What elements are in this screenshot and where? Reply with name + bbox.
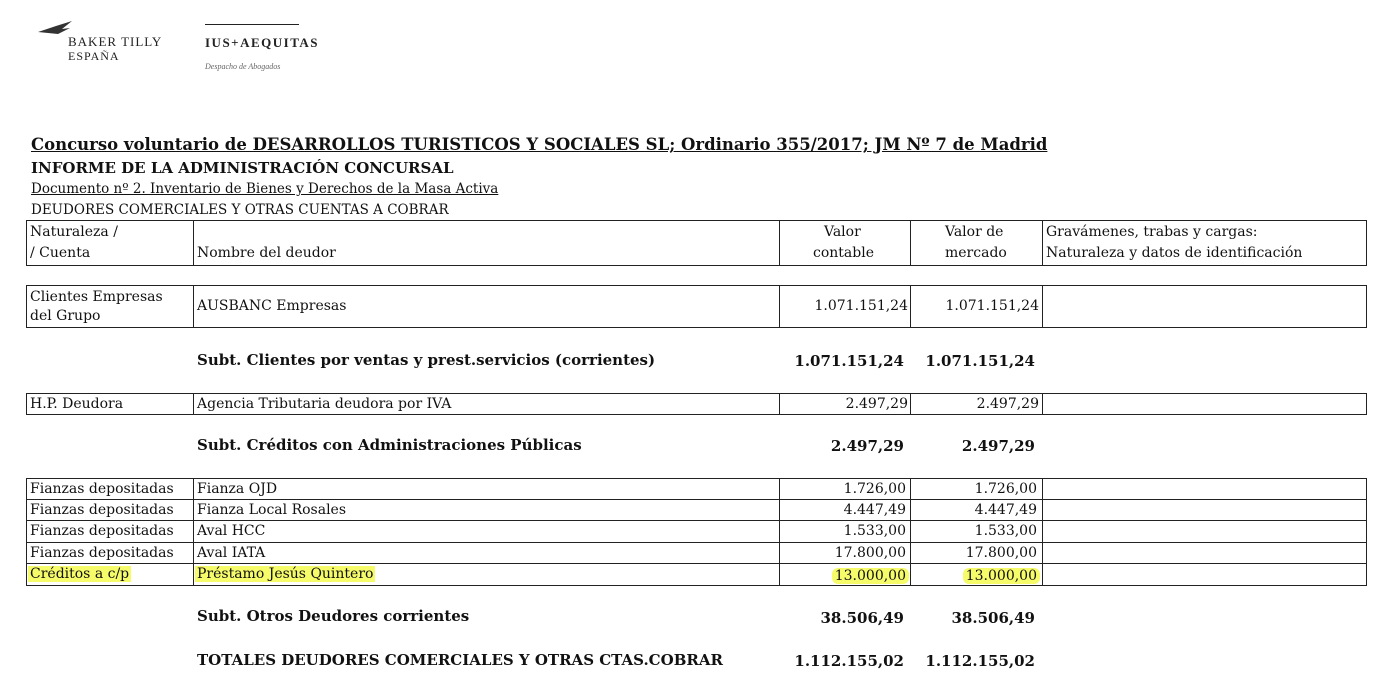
row-nombre: Agencia Tributaria deudora por IVA	[197, 396, 452, 412]
document-title: Concurso voluntario de DESARROLLOS TURISTICOS Y SOCIALES SL; Ordinario 355/2017; JM Nº 7 de Madrid	[31, 135, 1048, 154]
header-nombre-deudor: Nombre del deudor	[197, 245, 336, 261]
report-subtitle: INFORME DE LA ADMINISTRACIÓN CONCURSAL	[31, 159, 454, 177]
total-label: TOTALES DEUDORES COMERCIALES Y OTRAS CTAS.COBRAR	[197, 651, 723, 669]
ius-aequitas-logo	[205, 24, 385, 80]
row-valor-mercado: 17.800,00	[965, 545, 1037, 561]
row-valor-contable: 1.533,00	[843, 523, 906, 539]
row-valor-contable-highlighted: 13.000,00	[832, 568, 909, 584]
row-valor-mercado: 2.497,29	[976, 396, 1039, 412]
row-nombre-highlighted: Préstamo Jesús Quintero	[197, 566, 374, 582]
ius-aequitas-name: IUS+AEQUITAS	[205, 35, 320, 50]
logo-rule	[205, 24, 299, 25]
row-cuenta: Fianzas depositadas	[30, 545, 174, 561]
ius-aequitas-subtitle: Despacho de Abogados	[205, 62, 281, 71]
row-valor-contable: 2.497,29	[845, 396, 908, 412]
row-cuenta: H.P. Deudora	[30, 396, 124, 412]
subtotal-label: Subt. Otros Deudores corrientes	[197, 607, 470, 625]
row-valor-mercado-highlighted: 13.000,00	[963, 568, 1040, 584]
subtotal-valor-contable: 38.506,49	[820, 609, 904, 627]
row-valor-contable: 17.800,00	[834, 545, 906, 561]
row-valor-contable: 1.071.151,24	[814, 298, 908, 314]
header-cuenta: / Cuenta	[30, 245, 91, 261]
subtotal-valor-mercado: 38.506,49	[951, 609, 1035, 627]
subtotal-valor-contable: 2.497,29	[830, 437, 904, 455]
row-cuenta: Fianzas depositadas	[30, 481, 174, 497]
header-valor-mercado-1: Valor de	[945, 224, 1004, 240]
document-reference: Documento nº 2. Inventario de Bienes y Derechos de la Masa Activa	[31, 181, 499, 197]
row-nombre: Aval HCC	[197, 523, 266, 539]
baker-tilly-logo	[36, 18, 196, 78]
header-gravamenes-1: Gravámenes, trabas y cargas:	[1046, 224, 1258, 240]
row-valor-mercado: 1.533,00	[974, 523, 1037, 539]
header-valor-mercado-2: mercado	[945, 245, 1007, 261]
header-valor-contable-2: contable	[813, 245, 874, 261]
row-nombre: AUSBANC Empresas	[197, 298, 347, 314]
row-valor-mercado: 4.447,49	[974, 502, 1037, 518]
subtotal-label: Subt. Clientes por ventas y prest.servicios (corrientes)	[197, 351, 656, 369]
section-heading: DEUDORES COMERCIALES Y OTRAS CUENTAS A COBRAR	[31, 202, 449, 218]
header-valor-contable-1: Valor	[824, 224, 861, 240]
subtotal-valor-mercado: 1.071.151,24	[925, 352, 1035, 370]
row-valor-mercado: 1.726,00	[974, 481, 1037, 497]
row-cuenta-highlighted: Créditos a c/p	[30, 566, 130, 582]
row-valor-contable: 1.726,00	[843, 481, 906, 497]
subtotal-valor-contable: 1.071.151,24	[794, 352, 904, 370]
baker-tilly-name: BAKER TILLY	[68, 34, 163, 49]
subtotal-label: Subt. Créditos con Administraciones Públicas	[197, 436, 582, 454]
header-naturaleza: Naturaleza /	[30, 224, 118, 240]
total-valor-contable: 1.112.155,02	[794, 652, 904, 670]
row-nombre: Fianza OJD	[197, 481, 278, 497]
row-cuenta-cont: del Grupo	[30, 308, 101, 324]
header-gravamenes-2: Naturaleza y datos de identificación	[1046, 245, 1303, 261]
row-valor-mercado: 1.071.151,24	[945, 298, 1039, 314]
row-cuenta: Fianzas depositadas	[30, 502, 174, 518]
row-nombre: Aval IATA	[197, 545, 266, 561]
total-valor-mercado: 1.112.155,02	[925, 652, 1035, 670]
subtotal-valor-mercado: 2.497,29	[961, 437, 1035, 455]
baker-tilly-tagline	[68, 67, 69, 72]
row-nombre: Fianza Local Rosales	[197, 502, 347, 518]
row-valor-contable: 4.447,49	[843, 502, 906, 518]
row-cuenta: Clientes Empresas	[30, 289, 163, 305]
row-cuenta: Fianzas depositadas	[30, 523, 174, 539]
baker-tilly-country: ESPAÑA	[68, 49, 120, 63]
